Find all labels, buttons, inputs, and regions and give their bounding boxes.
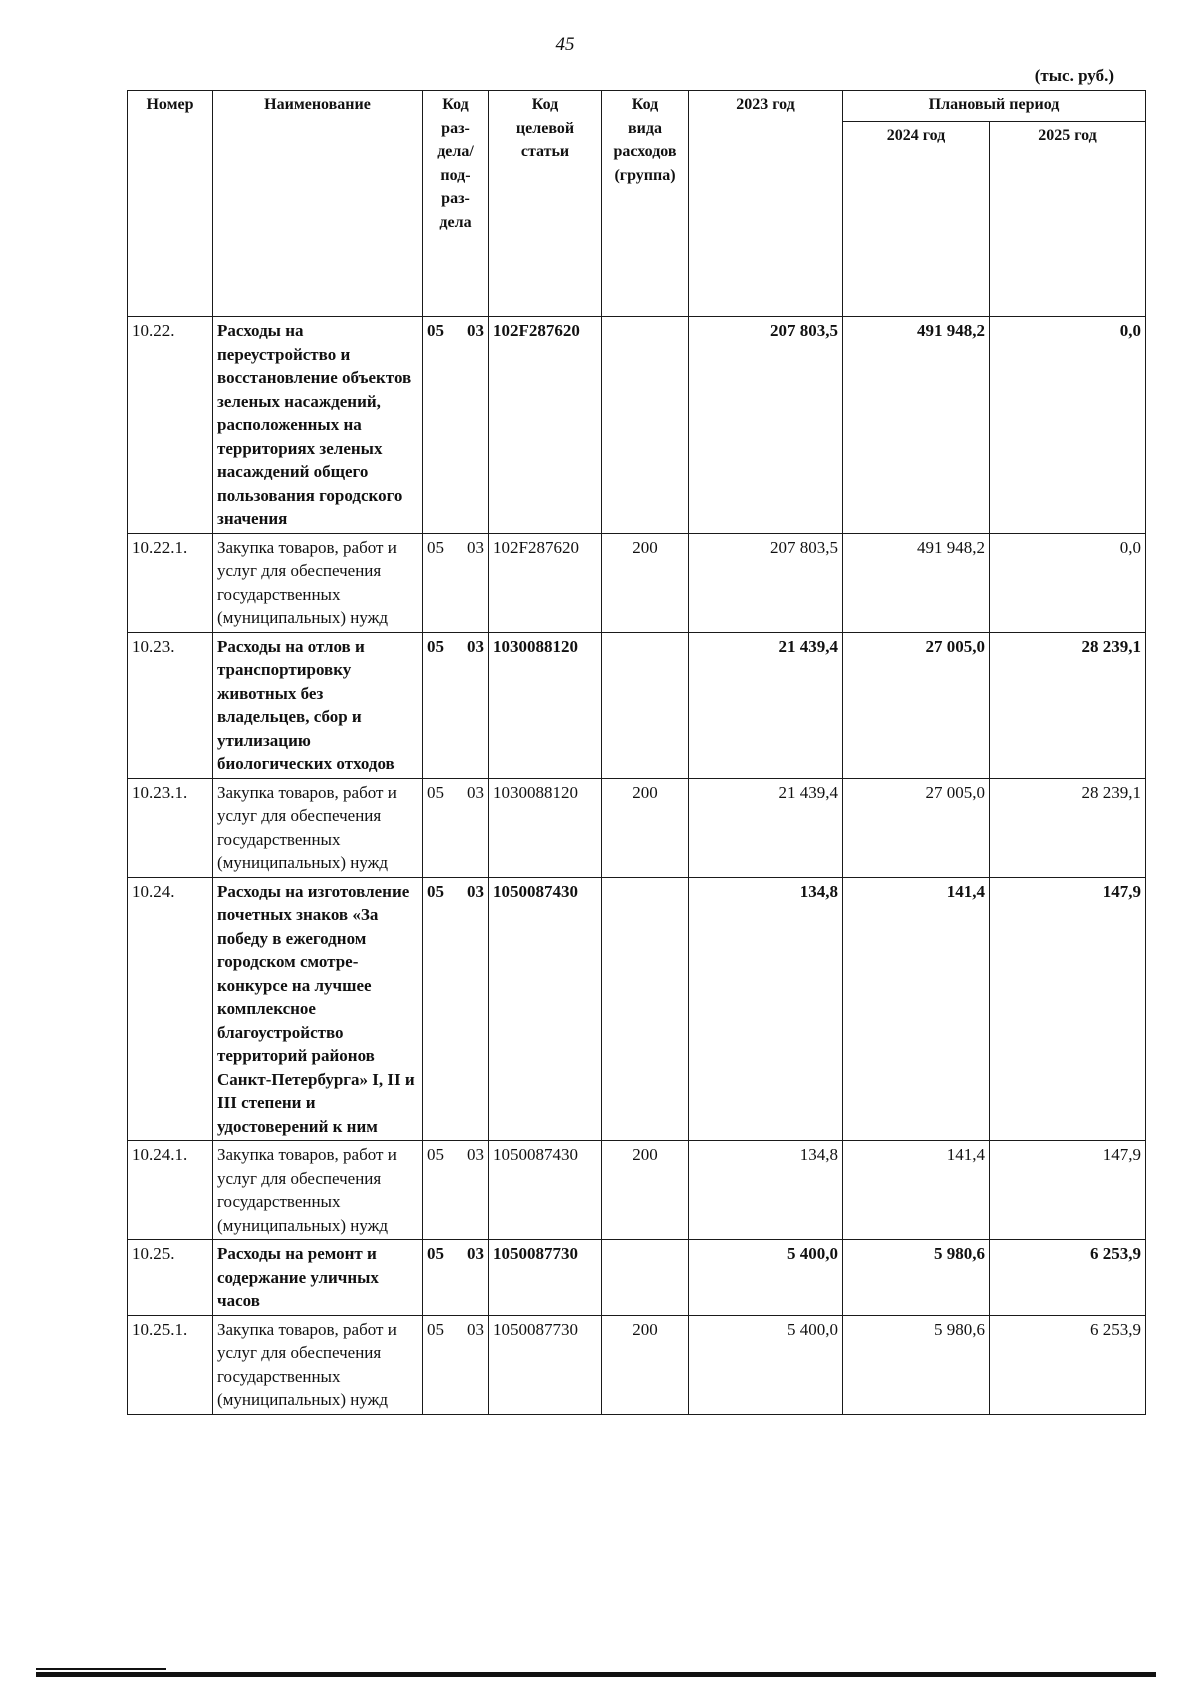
row-number: 10.22.1. [128, 533, 213, 632]
table-row [128, 877, 1146, 1141]
row-name: Расходы на отлов и транспортировку животных без владельцев, сбор и утилизацию биологических отходов [213, 632, 423, 778]
header-name: Наименование [213, 91, 423, 317]
row-amount-2024: 27 005,0 [843, 778, 990, 877]
table-header [128, 91, 1146, 317]
row-expense-type: 200 [602, 1141, 689, 1240]
row-section: 05 [427, 1145, 444, 1164]
row-expense-type [602, 317, 689, 534]
row-amount-2025: 28 239,1 [990, 632, 1146, 778]
row-subsection: 03 [467, 1145, 484, 1164]
row-section: 05 [427, 1244, 444, 1263]
bottom-rule-thin [36, 1668, 166, 1670]
row-amount-2025: 0,0 [990, 533, 1146, 632]
header-year-2024: 2024 год [843, 122, 990, 317]
row-section-code [423, 778, 489, 877]
row-amount-2024: 141,4 [843, 1141, 990, 1240]
page-number: 45 [555, 34, 575, 55]
row-expense-type [602, 877, 689, 1141]
row-subsection: 03 [467, 1244, 484, 1263]
table-row [128, 317, 1146, 534]
row-target-code: 1050087730 [489, 1315, 602, 1414]
header-section-code: Код раз- дела/ под- раз- дела [423, 91, 489, 317]
row-amount-2023: 21 439,4 [689, 632, 843, 778]
row-target-code: 102F287620 [489, 533, 602, 632]
row-amount-2024: 27 005,0 [843, 632, 990, 778]
row-section: 05 [427, 636, 444, 656]
row-amount-2025: 147,9 [990, 1141, 1146, 1240]
row-section-code [423, 632, 489, 778]
row-target-code: 1050087430 [489, 877, 602, 1141]
row-name: Расходы на переустройство и восстановление объектов зеленых насаждений, расположенных на территориях зеленых насаждений общего пользования городского значения [213, 317, 423, 534]
header-target-code: Код целевой статьи [489, 91, 602, 317]
row-number: 10.24.1. [128, 1141, 213, 1240]
row-name: Закупка товаров, работ и услуг для обеспечения государственных (муниципальных) нужд [213, 533, 423, 632]
row-section: 05 [427, 782, 444, 802]
table-row [128, 778, 1146, 877]
units-label: (тыс. руб.) [1034, 66, 1114, 85]
row-section: 05 [427, 321, 444, 340]
table-row [128, 1240, 1146, 1316]
row-expense-type: 200 [602, 778, 689, 877]
row-section-code [423, 1141, 489, 1240]
bottom-rule [36, 1672, 1156, 1677]
row-name: Расходы на ремонт и содержание уличных часов [213, 1240, 423, 1316]
row-amount-2025: 6 253,9 [990, 1315, 1146, 1414]
row-section-code [423, 1315, 489, 1414]
row-expense-type [602, 1240, 689, 1316]
row-target-code: 1050087430 [489, 1141, 602, 1240]
row-expense-type: 200 [602, 533, 689, 632]
row-subsection: 03 [467, 1319, 484, 1339]
row-amount-2025: 28 239,1 [990, 778, 1146, 877]
header-expense-type: Код вида расходов (группа) [602, 91, 689, 317]
row-subsection: 03 [467, 881, 484, 901]
table-row [128, 632, 1146, 778]
table-row [128, 1315, 1146, 1414]
row-number: 10.22. [128, 317, 213, 534]
table-row [128, 533, 1146, 632]
row-section-code [423, 317, 489, 534]
row-number: 10.23.1. [128, 778, 213, 877]
row-amount-2023: 134,8 [689, 877, 843, 1141]
header-number: Номер [128, 91, 213, 317]
row-number: 10.25.1. [128, 1315, 213, 1414]
row-name: Расходы на изготовление почетных знаков «За победу в ежегодном городском смотре-конкурсе на лучшее комплексное благоустройство территорий районов Санкт-Петербурга» I, II и III степени и удостоверений к ним [213, 877, 423, 1141]
row-name: Закупка товаров, работ и услуг для обеспечения государственных (муниципальных) нужд [213, 1315, 423, 1414]
row-amount-2024: 5 980,6 [843, 1315, 990, 1414]
header-year-2023: 2023 год [689, 91, 843, 317]
row-target-code: 1050087730 [489, 1240, 602, 1316]
row-expense-type: 200 [602, 1315, 689, 1414]
row-target-code: 1030088120 [489, 632, 602, 778]
row-section-code [423, 533, 489, 632]
row-subsection: 03 [467, 537, 484, 557]
row-section: 05 [427, 1319, 444, 1339]
row-amount-2024: 141,4 [843, 877, 990, 1141]
row-amount-2025: 147,9 [990, 877, 1146, 1141]
row-amount-2023: 207 803,5 [689, 317, 843, 534]
row-amount-2023: 21 439,4 [689, 778, 843, 877]
row-name: Закупка товаров, работ и услуг для обеспечения государственных (муниципальных) нужд [213, 1141, 423, 1240]
row-amount-2025: 6 253,9 [990, 1240, 1146, 1316]
row-amount-2023: 5 400,0 [689, 1315, 843, 1414]
row-amount-2023: 5 400,0 [689, 1240, 843, 1316]
row-amount-2023: 134,8 [689, 1141, 843, 1240]
row-subsection: 03 [467, 636, 484, 656]
table-body [128, 317, 1146, 1415]
row-expense-type [602, 632, 689, 778]
row-subsection: 03 [467, 321, 484, 340]
row-number: 10.25. [128, 1240, 213, 1316]
row-target-code: 102F287620 [489, 317, 602, 534]
header-planned-period: Плановый период [843, 91, 1146, 122]
row-target-code: 1030088120 [489, 778, 602, 877]
table-row [128, 1141, 1146, 1240]
budget-table [127, 90, 1146, 1415]
row-subsection: 03 [467, 782, 484, 802]
row-amount-2023: 207 803,5 [689, 533, 843, 632]
row-amount-2024: 5 980,6 [843, 1240, 990, 1316]
row-amount-2025: 0,0 [990, 317, 1146, 534]
header-year-2025: 2025 год [990, 122, 1146, 317]
row-section: 05 [427, 881, 444, 901]
row-section-code [423, 877, 489, 1141]
row-number: 10.23. [128, 632, 213, 778]
row-number: 10.24. [128, 877, 213, 1141]
row-section-code [423, 1240, 489, 1316]
row-amount-2024: 491 948,2 [843, 533, 990, 632]
row-name: Закупка товаров, работ и услуг для обеспечения государственных (муниципальных) нужд [213, 778, 423, 877]
row-section: 05 [427, 537, 444, 557]
row-amount-2024: 491 948,2 [843, 317, 990, 534]
